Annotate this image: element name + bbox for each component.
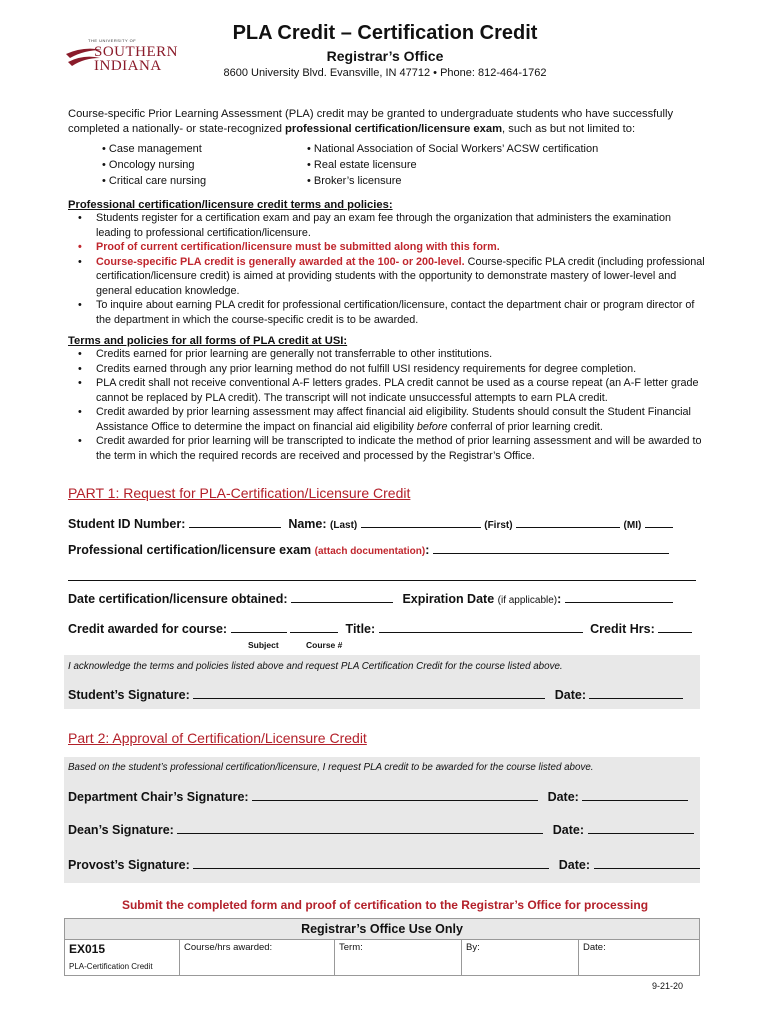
approval-box <box>64 757 700 883</box>
course-row <box>68 622 708 636</box>
footer-date: 9-21-20 <box>652 981 684 991</box>
all-terms-section <box>68 335 708 463</box>
expiration-label: Expiration Date <box>402 592 495 606</box>
acknowledge-box <box>64 655 700 709</box>
credit-course-label: Credit awarded for course: <box>68 622 228 636</box>
terms-item: • To inquire about earning PLA credit for professional certification/licensure, contact the department chair or program director of the department in which the course-specific credit is to be awarded. <box>96 298 708 327</box>
intro-text-bold: professional certification/licensure exam <box>285 123 503 135</box>
student-info-row <box>68 517 708 531</box>
by-cell[interactable]: By: <box>462 940 579 976</box>
all-terms-heading: Terms and policies for all forms of PLA credit at USI: <box>68 335 348 347</box>
term-cell[interactable]: Term: <box>335 940 462 976</box>
logo-line2: INDIANA <box>94 58 162 74</box>
terms-section <box>68 199 708 327</box>
terms-item <box>96 405 708 434</box>
chair-date-label: Date: <box>547 790 579 804</box>
attach-label: (attach documentation) <box>314 546 426 557</box>
student-signature-field[interactable] <box>193 698 545 699</box>
office-use-heading: Registrar’s Office Use Only <box>65 919 700 940</box>
terms-item <box>96 255 708 299</box>
part2-heading: Part 2: Approval of Certification/Licensure Credit <box>68 730 367 746</box>
date-cell[interactable]: Date: <box>579 940 700 976</box>
credit-hrs-label: Credit Hrs: <box>590 622 655 636</box>
terms-item-a: Credit awarded by prior learning assessment may affect financial aid eligibility. Students should consult the Student Financial Assistance Office to determine the impact on financial aid eligibility <box>96 406 691 433</box>
acknowledge-text: I acknowledge the terms and policies listed above and request PLA Certification Credit for the course listed above. <box>68 661 563 672</box>
exam-row: Professional certification/licensure exam (attach documentation): <box>68 543 708 557</box>
approval-note: Based on the student’s professional certification/licensure, I request PLA credit to be awarded for the course listed above. <box>68 762 594 773</box>
student-id-field[interactable] <box>189 527 281 528</box>
first-label: (First) <box>484 520 513 531</box>
dean-signature-field[interactable] <box>177 833 543 834</box>
terms-heading: Professional certification/licensure credit terms and policies: <box>68 199 393 211</box>
chair-signature-row <box>68 790 688 804</box>
office-address: 8600 University Blvd. Evansville, IN 47712 • Phone: 812-464-1762 <box>223 67 547 79</box>
date-obtained-field[interactable] <box>291 602 393 603</box>
list-item: • Case management <box>102 143 202 155</box>
dean-date-label: Date: <box>552 823 585 837</box>
terms-item-b: conferral of prior learning credit. <box>447 420 603 433</box>
name-label: Name: <box>288 517 327 531</box>
student-date-field[interactable] <box>589 698 683 699</box>
course-number-caption: Course # <box>306 640 343 650</box>
example-list-2 <box>307 141 598 189</box>
terms-item-rest: Course-specific PLA credit (including professional certification/licensure credit) is aimed at providing students with the opportunity to demonstrate mastery of lower-level and general education knowledge. <box>96 255 705 297</box>
student-id-label: Student ID Number: <box>68 517 186 531</box>
dean-signature-row <box>68 823 694 837</box>
student-date-label: Date: <box>554 688 586 702</box>
credit-hrs-field[interactable] <box>658 632 692 633</box>
subject-field[interactable] <box>231 632 287 633</box>
office-name: Registrar’s Office <box>326 48 444 64</box>
form-code: EX015 <box>69 942 106 956</box>
provost-signature-row <box>68 858 700 872</box>
list-item: • Oncology nursing <box>102 159 195 171</box>
provost-date-field[interactable] <box>594 868 700 869</box>
terms-item: • Proof of current certification/licensure must be submitted along with this form. <box>96 240 708 255</box>
if-applicable-label: (if applicable) <box>497 595 558 606</box>
office-use-table <box>64 918 700 976</box>
mi-field[interactable] <box>645 527 673 528</box>
terms-item-red: Course-specific PLA credit is generally awarded at the 100- or 200-level. <box>96 255 465 268</box>
list-item: • National Association of Social Workers’ ACSW certification <box>307 143 599 155</box>
first-name-field[interactable] <box>516 527 620 528</box>
provost-signature-field[interactable] <box>193 868 549 869</box>
last-name-field[interactable] <box>361 527 481 528</box>
title-label: Title: <box>345 622 376 636</box>
terms-item-em: before <box>416 420 448 433</box>
title-field[interactable] <box>379 632 583 633</box>
submit-instruction: Submit the completed form and proof of certification to the Registrar’s Office for processing <box>121 898 649 912</box>
intro-paragraph <box>68 107 708 137</box>
list-item: • Broker’s licensure <box>307 175 402 187</box>
form-code-sub: PLA-Certification Credit <box>69 962 153 971</box>
provost-date-label: Date: <box>558 858 591 872</box>
date-row: Date certification/licensure obtained: Expiration Date (if applicable): <box>68 592 708 606</box>
course-number-field[interactable] <box>290 632 338 633</box>
exam-label: Professional certification/licensure exam <box>68 543 312 557</box>
dean-date-field[interactable] <box>588 833 694 834</box>
chair-date-field[interactable] <box>582 800 688 801</box>
provost-signature-label: Provost’s Signature: <box>68 858 190 872</box>
student-signature-row <box>68 688 683 702</box>
logo-line1: SOUTHERN <box>94 44 179 60</box>
logo-small-text: THE UNIVERSITY OF <box>88 38 137 43</box>
chair-signature-label: Department Chair’s Signature: <box>68 790 249 804</box>
date-obtained-label: Date certification/licensure obtained: <box>68 592 288 606</box>
intro-text-a: Course-specific Prior Learning Assessment (PLA) credit may be granted to undergraduate students who have successfully completed a nationally- or state-recognized <box>68 108 674 135</box>
exam-field-line2[interactable] <box>68 580 696 581</box>
student-signature-label: Student’s Signature: <box>68 688 190 702</box>
terms-item: • Students register for a certification exam and pay an exam fee through the organization that administers the examination leading to professional certification/licensure. <box>96 211 708 240</box>
last-label: (Last) <box>330 520 358 531</box>
exam-field[interactable] <box>433 553 669 554</box>
mi-label: (MI) <box>623 520 642 531</box>
expiration-field[interactable] <box>565 602 673 603</box>
intro-text-b: , such as but not limited to: <box>502 123 636 135</box>
subject-caption: Subject <box>248 640 279 650</box>
part1-heading: PART 1: Request for PLA-Certification/Licensure Credit <box>68 485 411 501</box>
office-use-code-cell <box>65 940 180 976</box>
terms-item: • PLA credit shall not receive conventional A-F letters grades. PLA credit cannot be used as a course repeat (an A-F letter grade cannot be replaced by PLA credit). The transcript will not indicate unsuccessful attempts to earn PLA credit. <box>96 376 708 405</box>
list-item: • Real estate licensure <box>307 159 417 171</box>
terms-item: • Credit awarded for prior learning will be transcripted to indicate the method of prior learning assessment and will be awarded to the term in which the required records are received and processed by the Registrar’s Office. <box>96 434 708 463</box>
terms-item: • Credits earned for prior learning are generally not transferrable to other institutions. <box>96 347 708 362</box>
dean-signature-label: Dean’s Signature: <box>68 823 174 837</box>
list-item: • Critical care nursing <box>102 175 207 187</box>
page-title: PLA Credit – Certification Credit <box>232 22 538 44</box>
example-list-1 <box>102 141 206 189</box>
course-hrs-cell[interactable]: Course/hrs awarded: <box>180 940 335 976</box>
terms-item: • Credits earned through any prior learning method do not fulfill USI residency requirements for degree completion. <box>96 362 708 377</box>
chair-signature-field[interactable] <box>252 800 538 801</box>
